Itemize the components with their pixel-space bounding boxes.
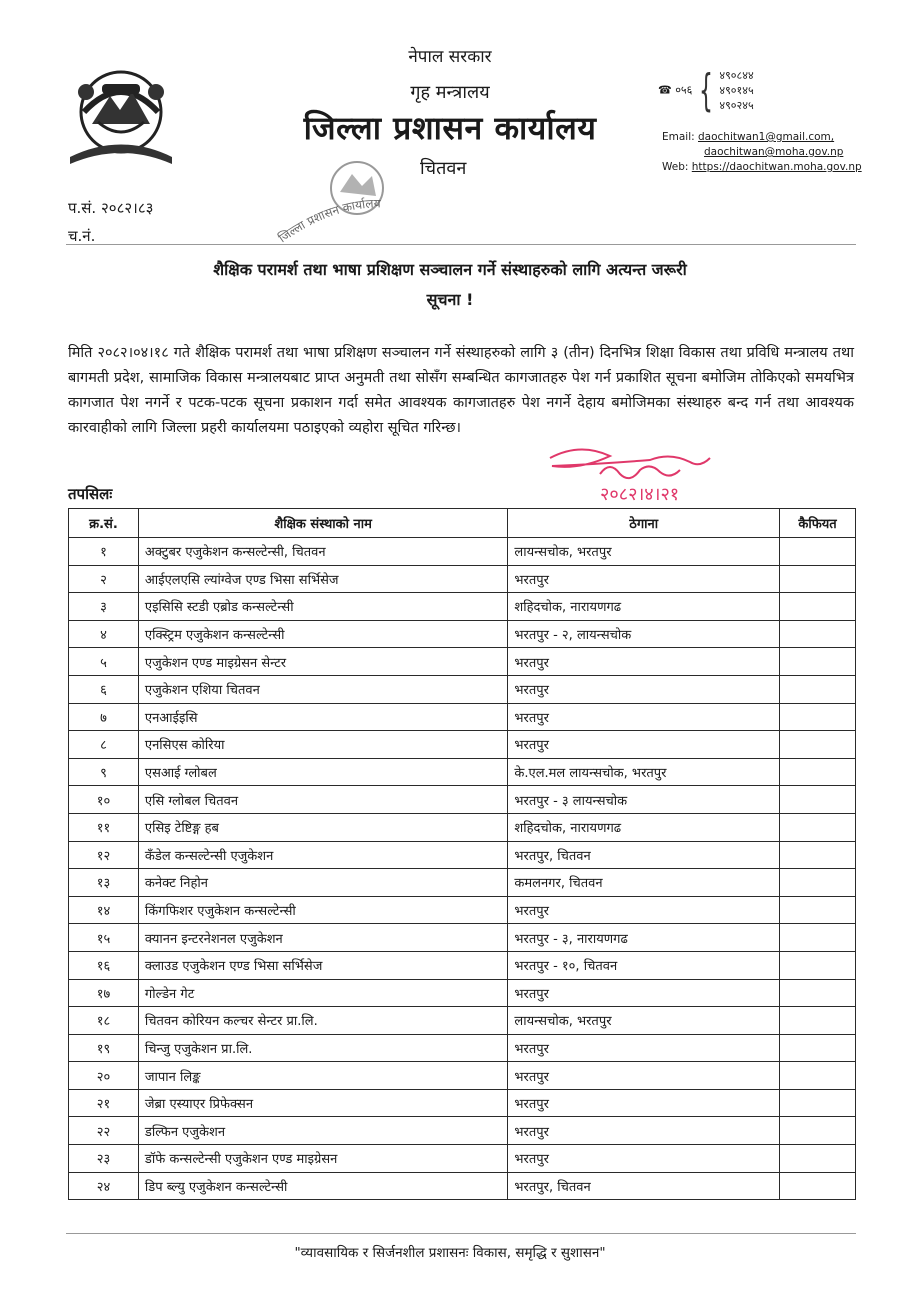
institution-name-cell: एनआईइसि [138,703,507,731]
serial-cell: १ [69,538,139,566]
col-header-remarks: कैफियत [780,509,856,538]
table-row [69,538,856,566]
col-header-serial: क्र.सं. [69,509,139,538]
serial-cell: ११ [69,813,139,841]
phone-number: ४९०१४५ [719,84,754,97]
remarks-cell [780,813,856,841]
serial-cell: ३ [69,593,139,621]
table-row [69,1034,856,1062]
address-cell: भरतपुर [508,1089,780,1117]
phone-block [658,64,754,116]
address-cell: लायन्सचोक, भरतपुर [508,1007,780,1035]
remarks-cell [780,1007,856,1035]
remarks-cell [780,1172,856,1200]
remarks-cell [780,951,856,979]
serial-cell: २४ [69,1172,139,1200]
table-row [69,924,856,952]
signature-date: २०८२।४।२१ [600,484,680,505]
table-row [69,648,856,676]
address-cell: शहिदचोक, नारायणगढ [508,813,780,841]
phone-number: ४९०८४४ [719,69,754,82]
remarks-cell [780,896,856,924]
district-name: चितवन [420,158,467,179]
table-row [69,1117,856,1145]
footer-divider [66,1233,856,1234]
institution-name-cell: क्लाउड एजुकेशन एण्ड भिसा सर्भिसेज [138,951,507,979]
serial-cell: १२ [69,841,139,869]
footer-motto: "व्यावसायिक र सिर्जनशील प्रशासनः विकास, समृद्धि र सुशासन" [294,1245,606,1261]
office-stamp [272,148,442,268]
institution-name-cell: एनसिएस कोरिया [138,731,507,759]
serial-cell: १६ [69,951,139,979]
remarks-cell [780,593,856,621]
serial-cell: ६ [69,675,139,703]
institution-name-cell: एइसिसि स्टडी एब्रोड कन्सल्टेन्सी [138,593,507,621]
remarks-cell [780,703,856,731]
address-cell: भरतपुर - ३, नारायणगढ [508,924,780,952]
address-cell: भरतपुर [508,979,780,1007]
address-cell: भरतपुर [508,896,780,924]
phone-numbers [719,68,753,113]
institution-name-cell: एजुकेशन एण्ड माइग्रेसन सेन्टर [138,648,507,676]
table-row [69,1062,856,1090]
serial-cell: ५ [69,648,139,676]
dispatch-number: च.नं. [68,227,96,245]
remarks-cell [780,786,856,814]
table-row [69,593,856,621]
address-cell: भरतपुर [508,648,780,676]
institution-name-cell: गोल्डेन गेट [138,979,507,1007]
serial-cell: २२ [69,1117,139,1145]
svg-text:जिल्ला प्रशासन कार्यालय [276,196,382,245]
serial-cell: १० [69,786,139,814]
address-cell: भरतपुर - २, लायन्सचोक [508,620,780,648]
phone-prefix: ☎ ०५६ [658,83,693,97]
remarks-cell [780,924,856,952]
serial-cell: १४ [69,896,139,924]
table-row [69,1145,856,1173]
address-cell: भरतपुर [508,565,780,593]
serial-cell: १५ [69,924,139,952]
serial-cell: ७ [69,703,139,731]
remarks-cell [780,538,856,566]
table-row [69,565,856,593]
remarks-cell [780,758,856,786]
address-cell: भरतपुर, चितवन [508,1172,780,1200]
institution-name-cell: डल्फिन एजुकेशन [138,1117,507,1145]
table-row [69,1172,856,1200]
serial-cell: ४ [69,620,139,648]
institution-name-cell: अक्टुबर एजुकेशन कन्सल्टेन्सी, चितवन [138,538,507,566]
table-row [69,703,856,731]
remarks-cell [780,1034,856,1062]
institution-name-cell: चितवन कोरियन कल्चर सेन्टर प्रा.लि. [138,1007,507,1035]
address-cell: भरतपुर [508,1117,780,1145]
institution-name-cell: एसिइ टेष्टिङ्ग हब [138,813,507,841]
table-row [69,896,856,924]
address-cell: के.एल.मल लायन्सचोक, भरतपुर [508,758,780,786]
address-cell: भरतपुर [508,1062,780,1090]
col-header-name: शैक्षिक संस्थाको नाम [138,509,507,538]
address-cell: भरतपुर [508,675,780,703]
serial-cell: २१ [69,1089,139,1117]
table-row [69,731,856,759]
remarks-cell [780,648,856,676]
ministry-name: गृह मन्त्रालय [410,82,490,103]
institution-name-cell: कनेक्ट निहोन [138,869,507,897]
institution-name-cell: आईएलएसि ल्यांग्वेज एण्ड भिसा सर्भिसेज [138,565,507,593]
remarks-cell [780,979,856,1007]
institution-name-cell: डिप ब्ल्यु एजुकेशन कन्सल्टेन्सी [138,1172,507,1200]
table-row [69,758,856,786]
institutions-table [68,508,856,1200]
details-label: तपसिलः [68,485,113,503]
remarks-cell [780,731,856,759]
table-row [69,675,856,703]
serial-cell: ८ [69,731,139,759]
institution-name-cell: जापान लिङ्क [138,1062,507,1090]
remarks-cell [780,1062,856,1090]
email-label: Email: [662,131,695,143]
address-cell: भरतपुर [508,1034,780,1062]
remarks-cell [780,1117,856,1145]
serial-cell: २ [69,565,139,593]
institution-name-cell: कँडेल कन्सल्टेन्सी एजुकेशन [138,841,507,869]
table-row [69,1089,856,1117]
web-label: Web: [662,161,689,173]
address-cell: लायन्सचोक, भरतपुर [508,538,780,566]
address-cell: भरतपुर [508,1145,780,1173]
table-row [69,1007,856,1035]
government-name: नेपाल सरकार [408,47,492,67]
address-cell: भरतपुर, चितवन [508,841,780,869]
table-row [69,620,856,648]
table-row [69,979,856,1007]
institution-name-cell: डॉफे कन्सल्टेन्सी एजुकेशन एण्ड माइग्रेसन [138,1145,507,1173]
address-cell: भरतपुर - ३ लायन्सचोक [508,786,780,814]
institution-name-cell: एसआई ग्लोबल [138,758,507,786]
remarks-cell [780,620,856,648]
remarks-cell [780,869,856,897]
address-cell: भरतपुर [508,703,780,731]
institution-name-cell: एक्स्ट्रिम एजुकेशन कन्सल्टेन्सी [138,620,507,648]
email-link-1[interactable]: daochitwan1@gmail.com, [698,131,835,143]
remarks-cell [780,565,856,593]
notice-title: सूचना ! [426,290,474,309]
stamp-text: जिल्ला प्रशासन कार्यालय [275,196,381,246]
serial-cell: २० [69,1062,139,1090]
institution-name-cell: किंगफिशर एजुकेशन कन्सल्टेन्सी [138,896,507,924]
brace-glyph: { [698,64,713,116]
institution-name-cell: एसि ग्लोबल चितवन [138,786,507,814]
notice-subject: शैक्षिक परामर्श तथा भाषा प्रशिक्षण सञ्चालन गर्ने संस्थाहरुको लागि अत्यन्त जरूरी [213,260,687,279]
office-title: जिल्ला प्रशासन कार्यालय [303,109,597,147]
address-cell: भरतपुर [508,731,780,759]
header-divider [66,244,856,245]
institution-name-cell: एजुकेशन एशिया चितवन [138,675,507,703]
remarks-cell [780,1145,856,1173]
email-link-2[interactable]: daochitwan@moha.gov.np [704,146,844,158]
serial-cell: ९ [69,758,139,786]
serial-cell: १७ [69,979,139,1007]
remarks-cell [780,841,856,869]
table-row [69,841,856,869]
address-cell: शहिदचोक, नारायणगढ [508,593,780,621]
table-row [69,951,856,979]
table-row [69,786,856,814]
table-body [69,538,856,1200]
address-cell: भरतपुर - १०, चितवन [508,951,780,979]
institution-name-cell: क्यानन इन्टरनेशनल एजुकेशन [138,924,507,952]
contact-info [662,130,862,175]
table-header-row [69,509,856,538]
serial-cell: १८ [69,1007,139,1035]
institution-name-cell: जेब्रा एस्याएर प्रिफेक्सन [138,1089,507,1117]
serial-cell: १९ [69,1034,139,1062]
reference-number: प.सं. २०८२।८३ [68,199,154,217]
website-link[interactable]: https://daochitwan.moha.gov.np [691,161,862,173]
phone-number: ४९०२४५ [719,99,754,112]
table-row [69,869,856,897]
serial-cell: १३ [69,869,139,897]
table-row [69,813,856,841]
remarks-cell [780,675,856,703]
institution-name-cell: चिन्जु एजुकेशन प्रा.लि. [138,1034,507,1062]
address-cell: कमलनगर, चितवन [508,869,780,897]
serial-cell: २३ [69,1145,139,1173]
handwritten-signature [540,440,740,510]
notice-body: मिति २०८२।०४।१८ गते शैक्षिक परामर्श तथा भाषा प्रशिक्षण सञ्चालन गर्ने संस्थाहरुको लागि ३ (तीन) दिनभित्र शिक्षा विकास तथा प्रविधि मन्त्रालय तथा बागमती प्रदेश, सामाजिक विकास मन्त्रालयबाट प्राप्त अनुमती तथा सोसँग सम्बन्धित कागजातहरु पेश गर्न प्रकाशित सूचना बमोजिम तोकिएको समयभित्र कागजात पेश नगर्ने र पटक-पटक सूचना प्रकाशन गर्दा समेत आवश्यक कागजातहरु पेश नगर्ने देहाय बमोजिमका संस्थाहरु बन्द गर्न तथा आवश्यक कारवाहीको लागि जिल्ला प्रहरी कार्यालयमा पठाइएको व्यहोरा सूचित गरिन्छ। [68,345,854,436]
remarks-cell [780,1089,856,1117]
col-header-address: ठेगाना [508,509,780,538]
